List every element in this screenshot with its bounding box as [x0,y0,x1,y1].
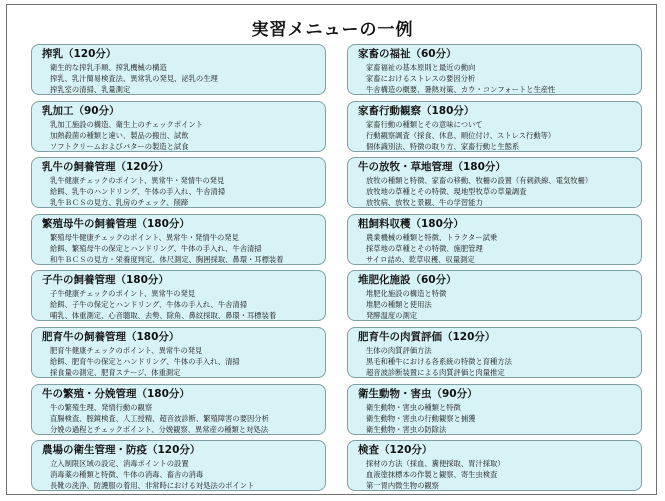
page-title: 実習メニューの一例 [251,20,414,40]
menu-card-line: 乳牛ＢＣＳの見方、乳房のチェック、削蹄 [50,198,189,208]
menu-card [31,440,326,491]
menu-card-line: 生体の肉質評価方法 [366,345,432,355]
menu-card-title: 農場の衛生管理・防疫（120分） [42,444,201,457]
menu-card-line: 採食量の測定、肥育ステージ、体重測定 [50,367,181,377]
menu-card-line: 給餌、乳牛のハンドリング、牛体の手入れ、牛舎清掃 [50,187,226,197]
menu-card-line: 牛の繁殖生理、発情行動の観察 [50,402,153,412]
menu-card-line: 放牧の種類と特徴、家畜の移動、牧柵の設置（有刺鉄線、電気牧柵） [366,176,593,186]
menu-card-line: 搾乳室の清掃、乳量測定 [50,85,131,94]
menu-card-line: 哺乳、体重測定、心音聴取、去勢、除角、鼻紋採取、鼻環・耳標装着 [50,311,277,321]
menu-card-line: 血液塗抹標本の作製と観察、寄生虫検査 [366,470,498,480]
menu-card [347,157,642,208]
menu-card [347,384,642,435]
menu-card-line: 長靴の洗浄、防護服の着用、非常時における対処法のポイント [50,481,255,491]
menu-card [347,101,642,152]
menu-card-line: 家畜におけるストレスの要因分析 [366,74,476,83]
menu-card [31,44,326,95]
menu-card-line: 消毒薬の種類と特徴、牛体の消毒、畜舎の消毒 [50,470,204,480]
menu-card-line: 乳牛健康チェックのポイント、異常牛・発情牛の発見 [50,176,225,186]
menu-card-line: ソフトクリームおよびバターの製造と試食 [50,141,189,151]
menu-card-line: 採材の方法（採血、糞便採取、胃汁採取） [366,459,505,469]
menu-card [347,440,642,491]
menu-card-line: 衛生動物・害虫の防除法 [366,424,447,434]
menu-card-line: 加熱殺菌の種類と違い、製品の搬出、試飲 [50,130,189,140]
menu-card-title: 肥育牛の肉質評価（120分） [358,330,496,343]
menu-card-title: 牛の繁殖・分娩管理（180分） [42,387,190,400]
menu-card-line: 乳加工施設の構造、衛生上のチェックポイント [50,119,204,129]
menu-card-line: 超音波診断装置による肉質評価と肉量推定 [366,367,505,377]
menu-card-line: 和牛ＢＣＳの見方・栄養度判定、体尺測定、胸囲採取、鼻環・耳標装着 [50,254,284,264]
slide-frame [6,4,657,495]
menu-card [31,384,326,435]
menu-card-title: 子牛の飼養管理（180分） [42,274,169,287]
menu-card-title: 粗飼料収穫（180分） [358,217,464,230]
menu-card-line: 衛生動物・害虫の行動観察と捕獲 [366,413,476,423]
right-column [347,44,642,497]
menu-card-title: 衛生動物・害虫（90分） [358,387,478,400]
menu-card-line: 分娩の過程とチェックポイント、分娩観察、異常産の種類と対処法 [50,424,269,434]
menu-card-line: 給餌、子牛の保定とハンドリング、牛体の手入れ、牛舎清掃 [50,300,248,310]
menu-card-line: 黒毛和種牛における各系統の特徴と育種方法 [366,356,512,366]
menu-card-line: 放牧病、放牧と景観、牛の学習能力 [366,198,483,208]
menu-card [347,270,642,321]
menu-card-line: 牛舎構造の概要、暑熱対策、カウ・コンフォートと生産性 [366,85,556,94]
menu-card-title: 繁殖母牛の飼養管理（180分） [42,217,190,230]
menu-card-line: 肥育牛健康チェックのポイント、異常牛の発見 [50,345,203,355]
menu-card-line: 立入制限区域の設定、消毒ポイントの設置 [50,459,189,469]
menu-card-line: サイロ詰め、乾草収穫、収量測定 [366,254,475,264]
menu-card-line: 堆肥の種類と使用法 [366,300,432,310]
menu-card-title: 乳牛の飼養管理（120分） [42,161,169,174]
menu-card [31,270,326,321]
menu-card [31,101,326,152]
menu-card-line: 衛生動物・害虫の種類と特徴 [366,402,461,412]
menu-card [31,214,326,265]
menu-card [31,327,326,378]
menu-card [31,157,326,208]
menu-card-line: 直腸検査、膣鏡検査、人工授精、超音波診断、繁殖障害の要因分析 [50,413,269,423]
menu-card-title: 検査（120分） [358,444,433,457]
menu-card-title: 搾乳（120分） [42,48,117,60]
menu-card-line: 家畜行動の種類とその意味について [366,119,483,129]
menu-card-line: 放牧地の草種とその特徴、現地型牧草の草量調査 [366,187,527,197]
menu-card [347,44,642,95]
menu-card-title: 家畜行動観察（180分） [358,104,475,117]
menu-card-line: 繁殖母牛健康チェックのポイント、異常牛・発情牛の発見 [50,232,239,242]
menu-card-line: 給餌、肥育牛の保定とハンドリング、牛体の手入れ、清掃 [50,356,240,366]
menu-card [347,327,642,378]
menu-card-line: 個体識別法、特徴の取り方、家畜行動と生態系 [366,141,520,151]
menu-card-line: 採草地の草種とその特徴、施肥管理 [366,243,483,253]
menu-card-title: 堆肥化施設（60分） [358,274,457,287]
menu-card-line: 行動観察調査（採食、休息、順位付け、ストレス行動等） [366,130,556,140]
menu-card-title: 牛の放牧・草地管理（180分） [358,161,506,174]
menu-card-line: 給餌、繁殖母牛の保定とハンドリング、牛体の手入れ、牛舎清掃 [50,243,262,253]
left-column [31,44,326,497]
menu-card-line: 発酵温度の測定 [366,311,418,321]
menu-card-line: 家畜福祉の基本原則と最近の動向 [366,63,476,72]
menu-card [347,214,642,265]
menu-card-line: 第一胃内微生物の観察 [366,481,439,491]
menu-card-line: 搾乳、乳汁簡易検査法、異常乳の発見、泌乳の生理 [50,74,218,83]
menu-card-line: 堆肥化施設の構造と特徴 [366,289,447,299]
menu-card-line: 農業機械の種類と特徴、トラクター試乗 [366,232,498,242]
menu-card-title: 家畜の福祉（60分） [358,48,457,60]
menu-card-title: 肥育牛の飼養管理（180分） [42,330,180,343]
menu-card-title: 乳加工（90分） [42,104,120,117]
menu-card-line: 衛生的な搾乳手順、搾乳機械の構造 [50,63,167,72]
menu-card-line: 子牛健康チェックのポイント、異常牛の発見 [50,289,196,299]
